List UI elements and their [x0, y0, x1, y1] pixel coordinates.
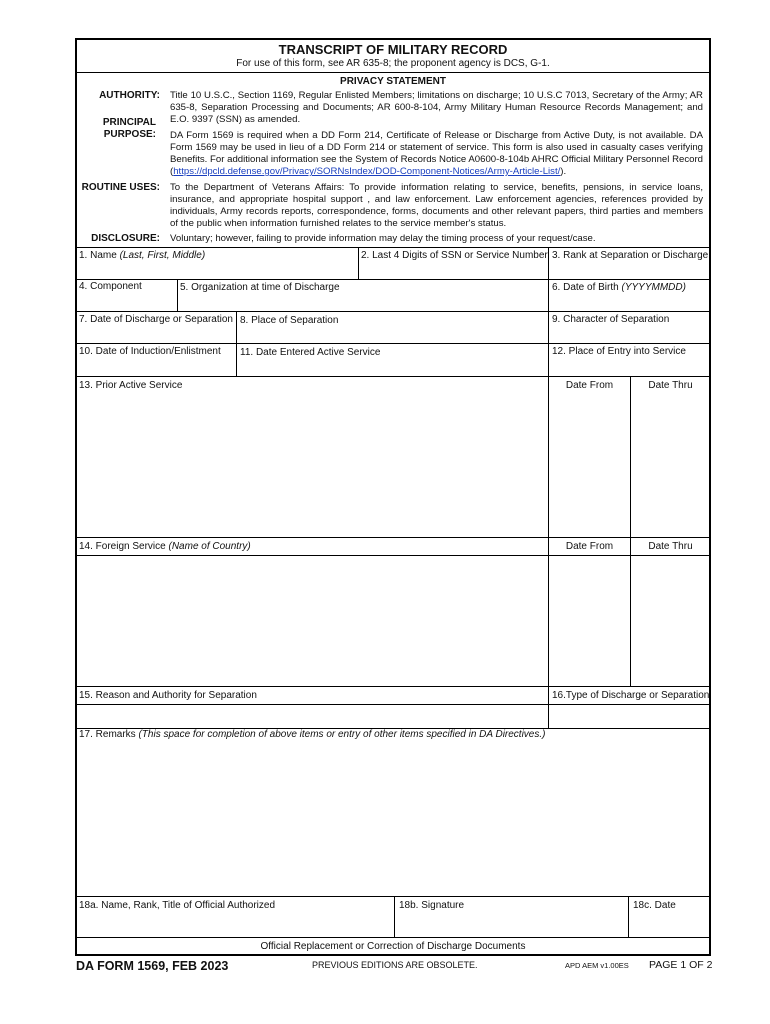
remarks-hint: (This space for completion of above items or entry of other items specified in DA Directives.): [138, 729, 546, 740]
routine-uses-label: ROUTINE USES:: [81, 182, 160, 193]
version-text: APD AEM v1.00ES: [565, 961, 629, 970]
active-service-date-field[interactable]: [237, 359, 547, 375]
foreign-service-field[interactable]: [77, 556, 547, 685]
type-of-discharge-label: 16.Type of Discharge or Separation: [552, 690, 710, 701]
signature-date-label: 18c. Date: [633, 900, 676, 911]
divider: [76, 937, 710, 938]
principal-text: [170, 130, 703, 178]
divider: [76, 72, 710, 73]
principal-label-2: PURPOSE:: [103, 129, 156, 140]
routine-uses-text: To the Department of Veterans Affairs: To provide information relating to service, benefits, pensions, in service loans, insurance, and appropriate hospital support , and law enforcement. Law enforcement agencies, references provided by individuals, Army records reports, correspondence, forms, documents and other relevant papers, third parties and members of the public when information furnished relates to the service member's status.: [170, 182, 703, 229]
character-of-separation-label: 9. Character of Separation: [552, 314, 670, 325]
divider: [76, 279, 710, 280]
name-label-text: 1. Name: [79, 250, 117, 261]
form-id: DA FORM 1569, FEB 2023: [76, 959, 229, 973]
prior-active-service-label: 13. Prior Active Service: [79, 380, 183, 391]
induction-date-label: 10. Date of Induction/Enlistment: [79, 346, 221, 357]
official-replacement-caption: Official Replacement or Correction of Discharge Documents: [260, 941, 526, 952]
authority-label: AUTHORITY:: [99, 90, 160, 101]
name-label: [79, 250, 205, 262]
divider: [76, 896, 710, 897]
foreign-date-thru-field[interactable]: [631, 556, 709, 685]
ssn-field[interactable]: [359, 262, 547, 278]
place-of-entry-label: 12. Place of Entry into Service: [552, 346, 686, 357]
sorn-link[interactable]: https://dpcld.defense.gov/Privacy/SORNsIndex/DOD-Component-Notices/Army-Article-List/: [173, 166, 561, 177]
foreign-date-from-label: Date From: [565, 541, 614, 552]
prior-date-thru-label: Date Thru: [648, 380, 693, 391]
discharge-date-label: 7. Date of Discharge or Separation: [79, 314, 233, 325]
prior-date-thru-field[interactable]: [631, 394, 709, 536]
name-field[interactable]: [77, 262, 357, 278]
discharge-date-field[interactable]: [77, 327, 235, 342]
obsolete-notice: PREVIOUS EDITIONS ARE OBSOLETE.: [312, 960, 478, 970]
place-of-separation-label: 8. Place of Separation: [240, 315, 339, 326]
foreign-service-label: [79, 541, 251, 553]
character-of-separation-field[interactable]: [549, 327, 709, 342]
authority-text: Title 10 U.S.C., Section 1169, Regular Enlisted Members; limitations on discharge; 10 U.S.C 7013, Secretary of the Army; AR 635-8, Separation Processing and Documents; AR 600-8-104, Army Military Human Resource Records Management; and E.O. 9397 (SSN) as amended.: [170, 90, 703, 125]
foreign-date-thru-label: Date Thru: [648, 541, 693, 552]
official-name-label: 18a. Name, Rank, Title of Official Authorized: [79, 900, 276, 911]
prior-date-from-label: Date From: [565, 380, 614, 391]
dob-label-text: 6. Date of Birth: [552, 282, 619, 293]
official-name-field[interactable]: [77, 913, 393, 936]
foreign-service-hint: (Name of Country): [168, 541, 251, 552]
dob-hint: (YYYYMMDD): [621, 282, 686, 293]
form-subtitle: For use of this form, see AR 635-8; the proponent agency is DCS, G-1.: [236, 58, 550, 69]
principal-label-1: PRINCIPAL: [102, 117, 156, 128]
divider: [76, 686, 710, 687]
page-number: PAGE 1 OF 2: [649, 959, 713, 971]
prior-date-from-field[interactable]: [549, 394, 629, 536]
reason-authority-field[interactable]: [77, 705, 547, 727]
dob-label: [552, 282, 686, 294]
divider: [76, 311, 710, 312]
disclosure-text: Voluntary; however, failing to provide information may delay the timing process of your request/case.: [170, 233, 596, 244]
divider: [76, 247, 710, 248]
remarks-label-text: 17. Remarks: [79, 729, 136, 740]
organization-label: 5. Organization at time of Discharge: [180, 282, 340, 293]
signature-field[interactable]: [395, 913, 627, 936]
remarks-field[interactable]: [77, 742, 709, 895]
disclosure-label: DISCLOSURE:: [91, 233, 160, 244]
form-title: TRANSCRIPT OF MILITARY RECORD: [278, 42, 508, 57]
place-of-entry-field[interactable]: [549, 359, 709, 375]
divider: [76, 376, 710, 377]
dob-field[interactable]: [549, 294, 709, 310]
prior-active-service-field[interactable]: [77, 394, 547, 536]
active-service-date-label: 11. Date Entered Active Service: [240, 347, 381, 358]
foreign-date-from-field[interactable]: [549, 556, 629, 685]
rank-label: 3. Rank at Separation or Discharge: [552, 250, 709, 261]
component-label: 4. Component: [79, 281, 142, 292]
organization-field[interactable]: [178, 294, 547, 310]
principal-text-body: DA Form 1569 is required when a DD Form 214, Certificate of Release or Discharge from Active Duty, is not available. DA Form 1569 may be used in lieu of a DD Form 214 or statement of service. This form is also used in casualty cases verifying Benefits. For additional information see the System of Records Notice A0600-8-104b AHRC Official Military Personnel Record (: [170, 130, 703, 177]
reason-authority-label: 15. Reason and Authority for Separation: [79, 690, 257, 701]
signature-label: 18b. Signature: [399, 900, 465, 911]
foreign-service-label-text: 14. Foreign Service: [79, 541, 166, 552]
name-hint: (Last, First, Middle): [119, 250, 206, 261]
induction-date-field[interactable]: [77, 359, 235, 375]
rank-field[interactable]: [549, 262, 709, 278]
place-of-separation-field[interactable]: [237, 327, 547, 342]
privacy-heading: PRIVACY STATEMENT: [340, 76, 446, 87]
divider: [76, 537, 710, 538]
ssn-label: 2. Last 4 Digits of SSN or Service Number: [361, 250, 548, 261]
component-field[interactable]: [77, 294, 176, 310]
divider: [76, 343, 710, 344]
type-of-discharge-field[interactable]: [549, 705, 709, 727]
remarks-label: [79, 729, 545, 741]
signature-date-field[interactable]: [629, 913, 709, 936]
principal-text-end: ).: [560, 166, 567, 177]
